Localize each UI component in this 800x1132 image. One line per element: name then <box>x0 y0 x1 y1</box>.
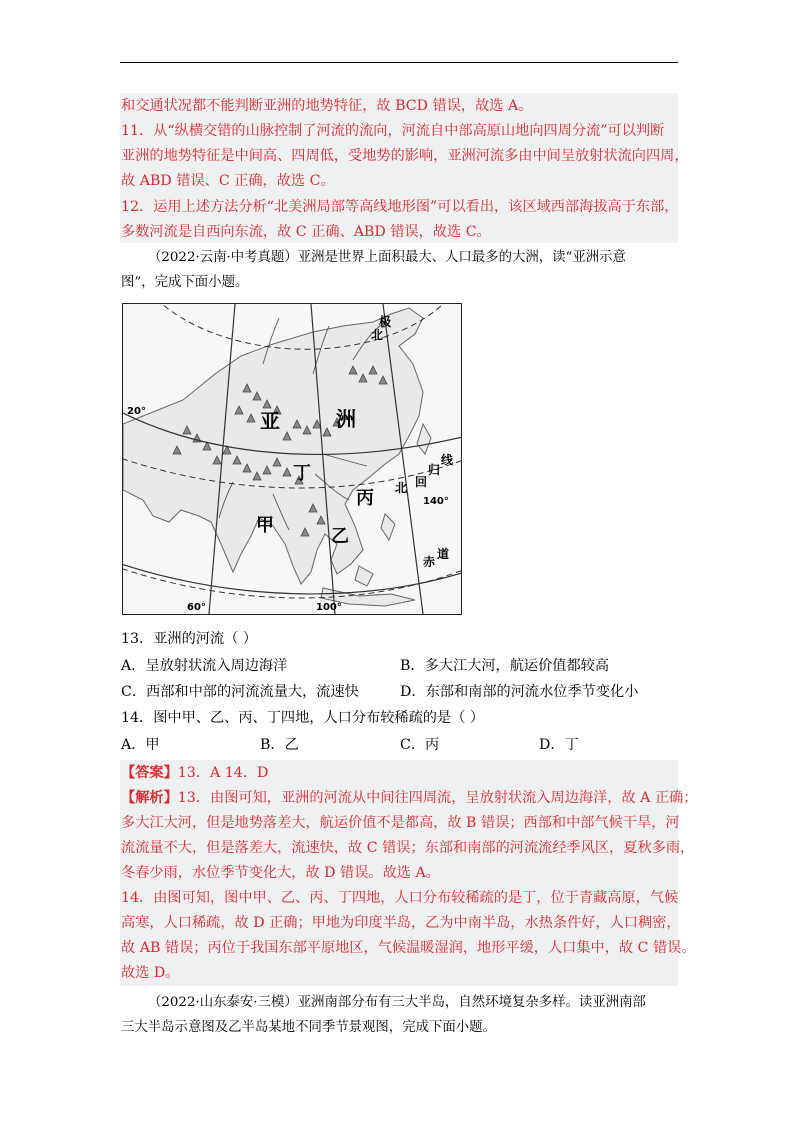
q14-option-d: D．丁 <box>539 737 579 753</box>
map-label-zhou: 洲 <box>336 407 356 431</box>
map-label-ji: 极 <box>379 315 392 329</box>
q13-option-d: D．东部和南部的河流水位季节变化小 <box>400 684 639 700</box>
q13-option-a: A．呈放射状流入周边海洋 <box>121 658 288 674</box>
map-label-hui: 回 <box>415 475 428 489</box>
analysis-q13-line: 流流量不大，但是落差大，流速快，故 C 错误；东部和南部的河流流经季风区，夏秋多雨， <box>121 840 695 856</box>
analysis-q14-line: 故 AB 错误；丙位于我国东部平原地区，气候温暖湿润，地形平缓，人口集中，故 C 错误。 <box>121 940 696 956</box>
analysis-label: 【解析】 <box>121 790 178 806</box>
map-label-bei2: 北 <box>395 481 408 495</box>
analysis-q13-line: 多大江大河，但是地势落差大，航运价值不是都高，故 B 错误；西部和中部气候干旱，河 <box>121 815 680 831</box>
question-intro: （2022·山东泰安·三模）亚洲南部分布有三大半岛，自然环境复杂多样。读亚洲南部 <box>148 995 646 1010</box>
q14-option-a: A．甲 <box>121 737 160 753</box>
map-label-jia: 甲 <box>256 515 274 536</box>
q11-explanation-line: 亚洲的地势特征是中间高、四周低，受地势的影响，亚洲河流多由中间呈放射状流向四周， <box>121 148 689 164</box>
analysis-line <box>121 788 697 808</box>
q13-option-b: B．多大江大河，航运价值都较高 <box>400 658 610 674</box>
analysis-q14-line: 故选 D。 <box>121 965 180 981</box>
analysis-q13-line: 13．由图可知，亚洲的河流从中间往四周流，呈放射状流入周边海洋，故 A 正确； <box>177 790 698 806</box>
q14-option-b: B．乙 <box>260 737 299 753</box>
map-label-xian: 线 <box>441 453 454 467</box>
map-label-lon60: 60° <box>187 602 206 613</box>
q13-option-c: C．西部和中部的河流流量大，流速快 <box>121 684 359 700</box>
map-label-ya: 亚 <box>260 409 280 433</box>
map-label-ding: 丁 <box>293 463 311 484</box>
answer-line <box>121 763 268 783</box>
asia-map <box>122 303 462 615</box>
answer-label: 【答案】 <box>121 765 178 781</box>
analysis-q14-line: 高寒，人口稀疏，故 D 正确；甲地为印度半岛，乙为中南半岛，水热条件好，人口稠密， <box>121 915 681 931</box>
map-label-lon140: 140° <box>423 496 449 507</box>
map-label-lon100: 100° <box>316 602 342 613</box>
map-label-chi: 赤 <box>423 555 436 569</box>
q11-explanation-line: 11．从“纵横交错的山脉控制了河流的流向，河流自中部高原山地向四周分流”可以判断 <box>121 123 665 139</box>
map-label-gui: 归 <box>428 463 441 477</box>
q13-stem: 13．亚洲的河流（ ） <box>121 631 258 647</box>
map-label-bing: 丙 <box>356 488 374 509</box>
header-rule <box>120 62 678 63</box>
q12-explanation-line: 多数河流是自西向东流，故 C 正确、ABD 错误，故选 C。 <box>121 224 491 240</box>
prev-answer-line: 和交通状况都不能判断亚洲的地势特征，故 BCD 错误，故选 A。 <box>121 98 533 114</box>
question-intro: 图”，完成下面小题。 <box>121 275 249 290</box>
q14-option-c: C．丙 <box>400 737 440 753</box>
question-intro: （2022·云南·中考真题）亚洲是世界上面积最大、人口最多的大洲，读“亚洲示意 <box>148 250 626 265</box>
analysis-q13-line: 冬春少雨，水位季节变化大，故 D 错误。故选 A。 <box>121 865 440 881</box>
answer-text: 13．A 14．D <box>177 765 269 781</box>
map-label-yi: 乙 <box>331 526 349 547</box>
q12-explanation-line: 12．运用上述方法分析“北美洲局部等高线地形图”可以看出，该区域西部海拔高于东部， <box>121 199 679 215</box>
q14-stem: 14．图中甲、乙、丙、丁四地，人口分布较稀疏的是（ ） <box>121 710 485 726</box>
question-intro: 三大半岛示意图及乙半岛某地不同季节景观图，完成下面小题。 <box>121 1020 496 1035</box>
map-label-dao: 道 <box>437 547 450 561</box>
map-label-bei: 北 <box>371 328 384 342</box>
q11-explanation-line: 故 ABD 错误、C 正确，故选 C。 <box>121 173 335 189</box>
analysis-q14-line: 14．由图可知，图中甲、乙、丙、丁四地，人口分布较稀疏的是丁，位于青藏高原，气候 <box>121 890 679 906</box>
map-label-lat20: 20° <box>127 406 146 417</box>
